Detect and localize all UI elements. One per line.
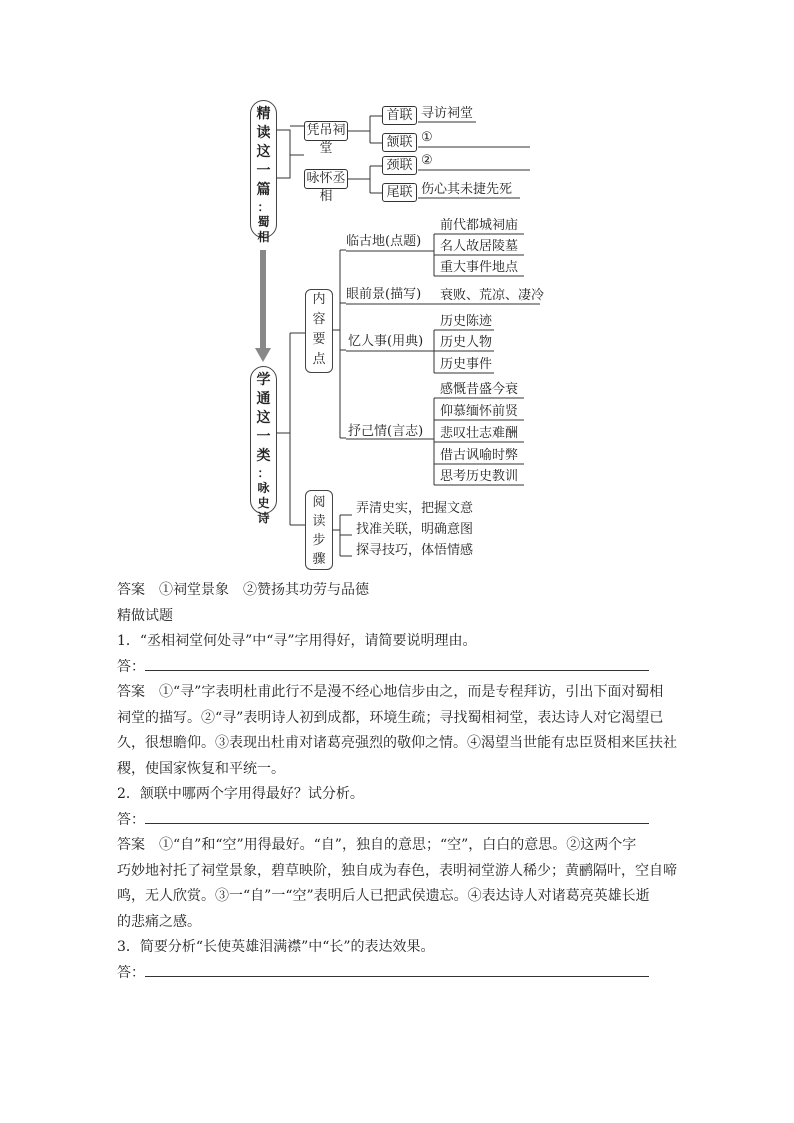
yuedu-char: 阅	[312, 495, 326, 510]
answer-tag: 答案	[117, 684, 145, 700]
title-char: 一	[256, 163, 271, 179]
title-char: 读	[256, 125, 271, 141]
yuedu-item: 探寻技巧，体悟情感	[356, 543, 474, 558]
title-char: 学	[256, 372, 271, 388]
yirenshi-item: 历史事件	[440, 357, 493, 372]
answer-prompt: 答：	[117, 811, 145, 828]
yuedu-char: 骤	[312, 552, 326, 567]
box-hanlian: 颔联	[382, 133, 417, 152]
shujiqing-item: 仰慕缅怀前贤	[440, 404, 519, 419]
answer-prompt: 答：	[117, 658, 145, 675]
shujiqing-label: 抒己情(言志)	[348, 424, 424, 439]
linguodi-item: 前代都城祠庙	[440, 218, 519, 233]
box-shoulian: 首联	[382, 106, 417, 125]
answer-text: ①祠堂景象 ②赞扬其功劳与品德	[159, 582, 369, 598]
yuedu-char: 读	[312, 514, 326, 529]
answer-2-line: 的悲痛之感。	[117, 913, 201, 930]
box-pingdiao: 凭吊祠堂	[304, 121, 348, 141]
title-char: 诗	[257, 511, 270, 525]
title-char: 篇	[256, 182, 271, 198]
answer-field-2	[117, 808, 657, 834]
answer-1-line: 稷，使国家恢复和平统一。	[117, 760, 285, 777]
yuedu-item: 弄清史实，把握文意	[356, 501, 474, 516]
box-yuedu	[305, 490, 333, 570]
shujiqing-item: 借古讽喻时弊	[440, 448, 519, 463]
answer-text: ①“自”和“空”用得最好。“自”，独自的意思；“空”，白白的意思。②这两个字	[159, 837, 637, 853]
hanlian-text: ①	[421, 130, 433, 145]
box-neirong	[305, 289, 333, 373]
answer-tag: 答案	[117, 582, 145, 598]
jinglian-text: ②	[421, 153, 433, 168]
neirong-char: 点	[312, 352, 326, 367]
answer-1-line	[117, 680, 664, 706]
yuedu-char: 步	[312, 533, 326, 548]
neirong-char: 容	[312, 312, 326, 327]
title-char: 相	[257, 230, 270, 244]
linguodi-item: 重大事件地点	[440, 260, 519, 275]
section-title: 精做试题	[117, 607, 173, 624]
box-yonghuai: 咏怀丞相	[304, 169, 348, 189]
yirenshi-item: 历史人物	[440, 335, 493, 350]
title-char: 类	[256, 448, 271, 464]
title-char: 史	[257, 496, 270, 510]
neirong-char: 内	[312, 292, 326, 307]
title-char: 这	[256, 144, 271, 160]
yirenshi-label: 忆人事(用典)	[348, 334, 424, 349]
title-char: 精	[256, 106, 271, 122]
shoulian-text: 寻访祠堂	[421, 106, 474, 121]
title-box-xuetong	[250, 366, 277, 525]
title-char: 咏	[257, 481, 270, 495]
answer-field-3	[117, 961, 657, 987]
answer-0	[117, 578, 657, 604]
answer-2-line: 巧妙地衬托了祠堂景象，碧草映阶，独自成为春色，表明祠堂游人稀少；黄鹂隔叶，空自啼	[117, 862, 677, 879]
title-char: ：	[257, 200, 270, 214]
answer-line-1[interactable]	[145, 657, 649, 671]
box-weilian: 尾联	[382, 183, 417, 202]
answer-prompt: 答：	[117, 964, 145, 981]
title-char: 蜀	[257, 215, 270, 229]
shujiqing-item: 思考历史教训	[440, 469, 519, 484]
answer-1-line: 久，很想瞻仰。③表现出杜甫对诸葛亮强烈的敬仰之情。④渴望当世能有忠臣贤相来匡扶社	[117, 735, 677, 751]
question-1: 1．“丞相祠堂何处寻”中“寻”字用得好，请简要说明理由。	[117, 633, 477, 649]
answer-2-line: 鸣，无人欣赏。③一“自”一“空”表明后人已把武侯遗忘。④表达诗人对诸葛亮英雄长逝	[117, 888, 650, 904]
linguodi-label: 临古地(点题)	[346, 234, 422, 249]
title-char: 一	[256, 429, 271, 445]
shujiqing-item: 悲叹壮志难酬	[440, 426, 519, 441]
title-char: 通	[256, 391, 271, 407]
yuedu-item: 找准关联，明确意图	[356, 522, 474, 537]
title-char: 这	[256, 410, 271, 426]
question-2: 2．颔联中哪两个字用得最好？试分析。	[117, 786, 364, 802]
box-jinglian: 颈联	[382, 156, 417, 175]
linguodi-item: 名人故居陵墓	[440, 239, 519, 254]
answer-tag: 答案	[117, 837, 145, 853]
answer-line-3[interactable]	[145, 963, 649, 977]
answer-field-1	[117, 655, 657, 681]
yanqianjing-item: 衰败、荒凉、凄冷	[440, 288, 545, 303]
neirong-char: 要	[312, 332, 326, 347]
answer-line-2[interactable]	[145, 810, 649, 824]
yirenshi-item: 历史陈迹	[440, 314, 493, 329]
yanqianjing-label: 眼前景(描写)	[346, 287, 422, 302]
question-3: 3．简要分析“长使英雄泪满襟”中“长”的表达效果。	[117, 939, 435, 955]
shujiqing-item: 感慨昔盛今衰	[440, 382, 519, 397]
answer-text: ①“寻”字表明杜甫此行不是漫不经心地信步由之，而是专程拜访，引出下面对蜀相	[159, 684, 664, 700]
answer-2-line	[117, 833, 657, 859]
document-body	[117, 578, 677, 986]
answer-1-line: 祠堂的描写。②“寻”表明诗人初到成都，环境生疏；寻找蜀相祠堂，表达诗人对它渴望已	[117, 709, 664, 726]
title-char: ：	[257, 466, 270, 480]
title-box-jingdu	[250, 100, 277, 244]
weilian-text: 伤心其未捷先死	[421, 182, 513, 197]
